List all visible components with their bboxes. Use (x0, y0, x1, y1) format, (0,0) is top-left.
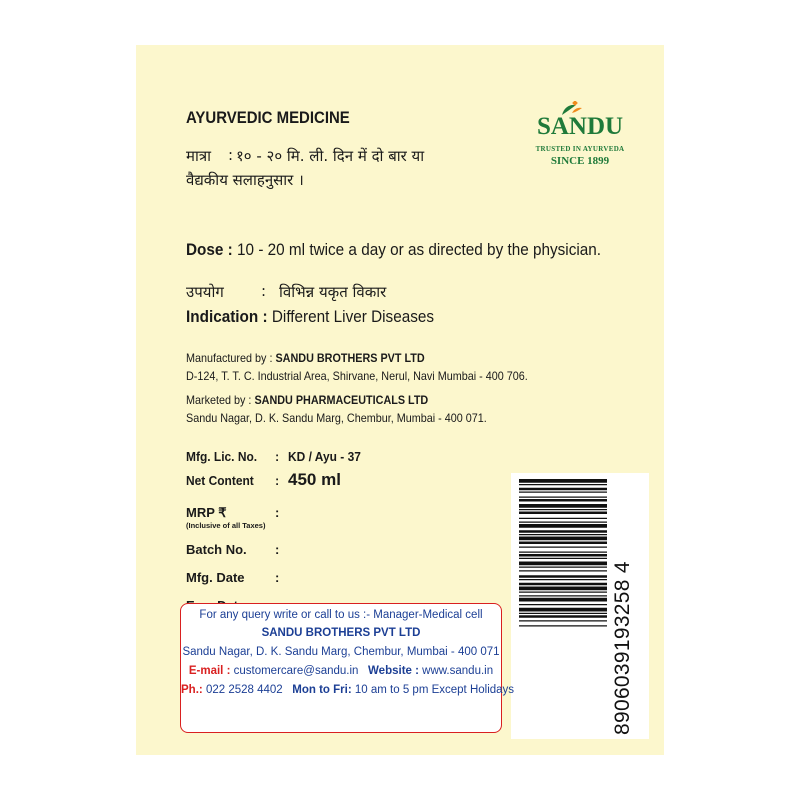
indication-hindi-label: उपयोग (186, 283, 224, 301)
query-company: SANDU BROTHERS PVT LTD (261, 627, 421, 639)
marketer-line (186, 393, 428, 407)
barcode-bar (519, 615, 607, 618)
barcode-bar (519, 530, 607, 533)
barcode-bar (519, 567, 607, 568)
query-intro: For any query write or call to us :- Manager-Medical cell (199, 609, 483, 621)
dose-line (186, 240, 601, 260)
dose-value: 10 - 20 ml twice a day or as directed by the physician. (237, 240, 602, 259)
marketer-label: Marketed by : (186, 393, 252, 407)
net-content-separator: : (275, 473, 280, 488)
email-link[interactable]: customercare@sandu.in (233, 665, 359, 677)
indication-line (186, 307, 434, 327)
barcode-bar (519, 592, 607, 593)
barcode-bar (519, 570, 607, 571)
dose-separator: : (227, 240, 233, 259)
dose-hindi-label: मात्रा (186, 147, 212, 165)
dose-hindi-line1: १० - २० मि. ली. दिन में दो बार या (236, 147, 425, 165)
barcode-bar (519, 625, 607, 626)
barcode-bar (519, 499, 607, 502)
barcode-bar (519, 552, 607, 553)
barcode-bar (519, 488, 607, 491)
barcode-bar (519, 583, 607, 586)
hours-label: Mon to Fri: (292, 684, 352, 696)
product-category-heading: AYURVEDIC MEDICINE (186, 108, 350, 127)
customer-care-box (180, 603, 515, 733)
barcode-bar (519, 537, 607, 541)
barcode-bars (519, 479, 607, 733)
barcode (511, 473, 649, 739)
barcode-bar (519, 534, 607, 535)
batch-label: Batch No. (186, 542, 247, 557)
manufacturer-name: SANDU BROTHERS PVT LTD (275, 351, 425, 365)
barcode-bar (519, 509, 607, 510)
barcode-bar (519, 524, 607, 528)
logo-brand: SANDU (536, 113, 624, 140)
indication-separator: : (262, 307, 268, 326)
manufacturer-address: D-124, T. T. C. Industrial Area, Shirvane, Nerul, Navi Mumbai - 400 706. (186, 369, 528, 383)
barcode-bar (519, 587, 607, 591)
barcode-bar (519, 492, 607, 493)
barcode-bar (519, 620, 607, 621)
barcode-bar (519, 522, 607, 523)
query-contact-line (181, 665, 501, 677)
query-address: Sandu Nagar, D. K. Sandu Marg, Chembur, Mumbai - 400 071 (182, 646, 500, 658)
email-label: E-mail : (188, 665, 231, 677)
marketer-name: SANDU PHARMACEUTICALS LTD (254, 393, 429, 407)
website-link[interactable]: www.sandu.in (422, 665, 494, 677)
barcode-bar (519, 604, 607, 605)
batch-separator: : (275, 542, 280, 557)
manufacturer-line (186, 351, 425, 365)
indication-label: Indication (186, 307, 259, 326)
barcode-bar (519, 484, 607, 485)
net-content-label: Net Content (186, 473, 254, 488)
barcode-bar (519, 613, 607, 614)
mfg-date-separator: : (275, 570, 280, 585)
license-value: KD / Ayu - 37 (288, 449, 361, 464)
logo-since: SINCE 1899 (550, 155, 610, 167)
query-phone-line (181, 684, 515, 696)
mrp-label: MRP ₹ (186, 505, 227, 520)
barcode-bar (519, 547, 607, 548)
barcode-bar (519, 608, 607, 612)
dose-hindi-line2: वैद्यकीय सलाहनुसार । (186, 171, 304, 189)
barcode-number: 8906039193258 4 (611, 561, 634, 735)
dose-label: Dose (186, 240, 224, 259)
website-label: Website : (368, 665, 419, 677)
phone-label: Ph.: (181, 684, 203, 696)
license-separator: : (275, 449, 280, 464)
marketer-address: Sandu Nagar, D. K. Sandu Marg, Chembur, Mumbai - 400 071. (186, 411, 487, 425)
manufacturer-label: Manufactured by : (186, 351, 273, 365)
phone-number[interactable]: 022 2528 4402 (205, 684, 283, 696)
barcode-bar (519, 562, 607, 566)
barcode-bar (519, 554, 607, 557)
license-label: Mfg. Lic. No. (186, 449, 258, 464)
mfg-date-label: Mfg. Date (186, 570, 245, 585)
logo-tagline: TRUSTED IN AYURVEDA (535, 145, 625, 153)
barcode-bar (519, 518, 607, 519)
barcode-bar (519, 598, 607, 602)
barcode-bar (519, 504, 607, 508)
net-content-value: 450 ml (288, 470, 341, 489)
barcode-bar (519, 595, 607, 596)
barcode-bar (519, 479, 607, 483)
barcode-bar (519, 497, 607, 498)
hours-value: 10 am to 5 pm Except Holidays (354, 684, 515, 696)
product-label (136, 45, 664, 755)
mrp-separator: : (275, 505, 280, 520)
indication-hindi-separator: : (261, 282, 267, 300)
sandu-logo (524, 101, 636, 181)
mrp-note: (Inclusive of all Taxes) (186, 521, 266, 530)
indication-value: Different Liver Diseases (271, 307, 435, 326)
dose-hindi-separator: : (228, 146, 234, 164)
barcode-bar (519, 542, 607, 545)
barcode-bar (519, 575, 607, 578)
barcode-bar (519, 579, 607, 580)
indication-hindi-value: विभिन्न यकृत विकार (279, 283, 387, 301)
barcode-bar (519, 512, 607, 515)
barcode-bar (519, 558, 607, 559)
